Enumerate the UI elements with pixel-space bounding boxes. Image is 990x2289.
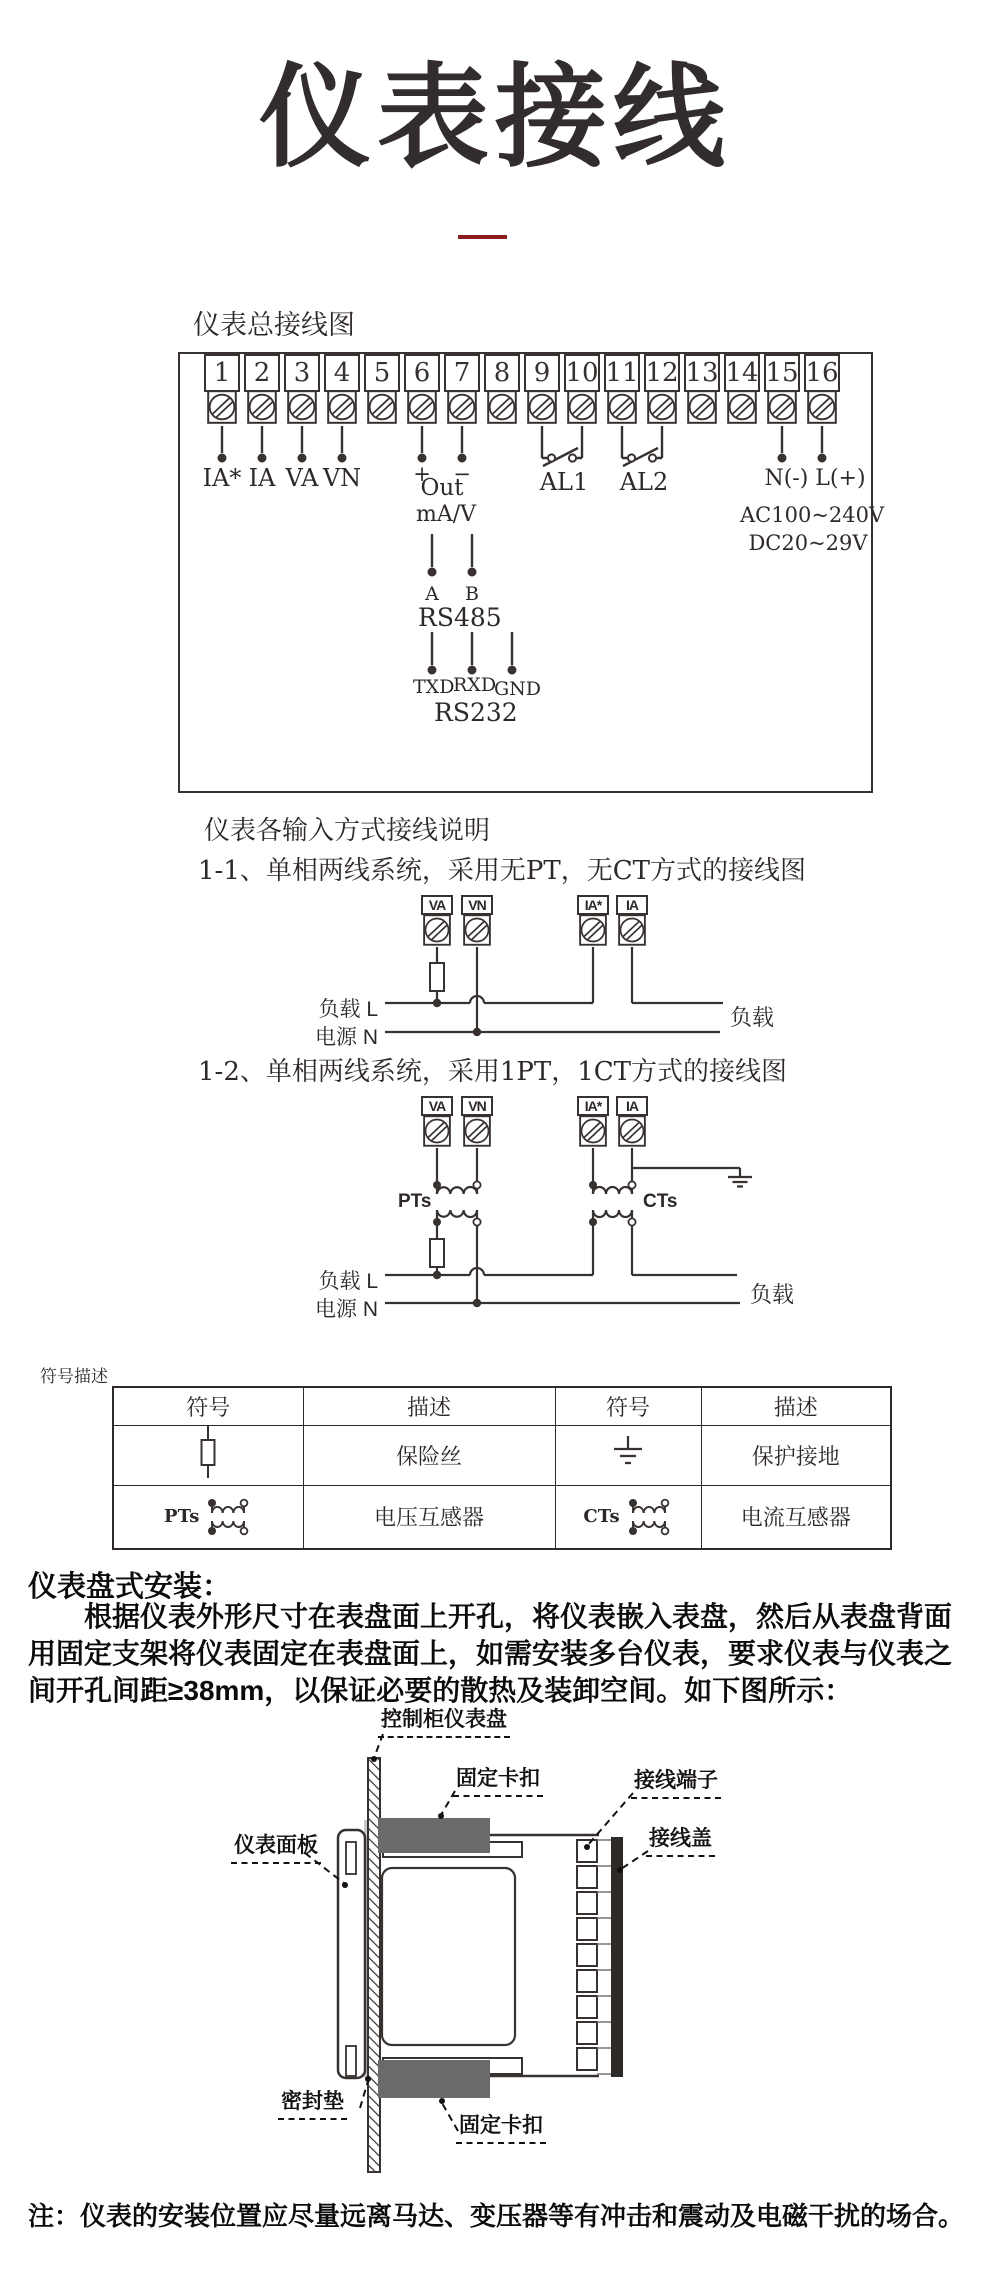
terminal-number: 1 — [204, 354, 240, 392]
clip-bottom-shape — [378, 2060, 490, 2098]
clip-top-shape — [378, 1818, 490, 1853]
input-wiring-heading: 仪表各输入方式接线说明 — [204, 816, 491, 846]
callout-cabinet-panel: 控制柜仪表盘 — [378, 1703, 510, 1738]
label-out-plus: + — [413, 462, 431, 486]
label-gnd: GND — [494, 678, 542, 700]
col-header: 描述 — [701, 1387, 891, 1425]
table-row — [113, 1425, 891, 1485]
col-header: 符号 — [113, 1387, 303, 1425]
label-dc-range: DC20~29V — [748, 531, 868, 555]
label-al1: AL1 — [539, 468, 589, 496]
pt-symbol-label: PTs — [164, 1506, 200, 1528]
callout-clip-bottom: 固定卡扣 — [456, 2109, 546, 2144]
fuse-symbol-icon — [197, 1426, 219, 1478]
callout-terminal: 接线端子 — [631, 1764, 721, 1799]
terminal-number: 16 — [804, 354, 840, 392]
terminal-cover-shape — [611, 1837, 623, 2077]
terminal-number: 3 — [284, 354, 320, 392]
terminal-number: 14 — [724, 354, 760, 392]
terminal-number: 2 — [244, 354, 280, 392]
label-ia: IA — [248, 464, 276, 492]
pt-coil-icon — [204, 1495, 252, 1539]
d12-source-n-label: 电源 N — [315, 1298, 378, 1321]
ct-coil-icon — [625, 1495, 673, 1539]
d12-cts-label: CTs — [643, 1191, 678, 1212]
callout-clip-top: 固定卡扣 — [453, 1762, 543, 1797]
terminal-number: 13 — [684, 354, 720, 392]
terminal-label: IA — [616, 1096, 648, 1116]
terminal-label: IA — [616, 895, 648, 915]
terminal-number: 6 — [404, 354, 440, 392]
label-txd: TXD — [413, 676, 455, 698]
d12-load-l-label: 负载 L — [318, 1270, 378, 1293]
page-note: 注：仪表的安装位置应尽量远离马达、变压器等有冲击和震动及电磁干扰的场合。 — [28, 2201, 965, 2231]
terminal-number: 4 — [324, 354, 360, 392]
ground-symbol-icon — [608, 1434, 648, 1470]
ct-symbol-label: CTs — [583, 1506, 620, 1528]
d12-load-right-label: 负载 — [750, 1282, 795, 1307]
terminal-label: IA* — [577, 1096, 609, 1116]
label-out-minus: − — [453, 462, 471, 486]
main-diagram-heading: 仪表总接线图 — [193, 310, 355, 341]
symbol-desc: 保护接地 — [701, 1425, 891, 1485]
terminal-label: IA* — [577, 895, 609, 915]
callout-gasket: 密封垫 — [278, 2085, 347, 2120]
label-va: VA — [285, 464, 319, 492]
terminal-number: 10 — [564, 354, 600, 392]
terminal-label: VN — [461, 895, 493, 915]
d11-load-l-label: 负载 L — [318, 998, 378, 1021]
terminal-label: VA — [421, 895, 453, 915]
symbol-desc: 电流互感器 — [701, 1485, 891, 1549]
page-title: 仪表接线 — [259, 55, 731, 180]
d11-load-right-label: 负载 — [730, 1005, 775, 1030]
d11-source-n-label: 电源 N — [315, 1026, 378, 1049]
meter-case-shape — [382, 1868, 515, 2045]
label-rs485: RS485 — [418, 603, 502, 632]
terminal-number: 8 — [484, 354, 520, 392]
col-header: 符号 — [555, 1387, 701, 1425]
symbol-desc: 保险丝 — [303, 1425, 555, 1485]
callout-front-panel: 仪表面板 — [231, 1829, 321, 1864]
main-wires — [180, 354, 871, 791]
diagram-1-2-wires — [170, 1093, 810, 1323]
symbol-desc: 电压互感器 — [303, 1485, 555, 1549]
label-ia-star: IA* — [202, 464, 242, 492]
table-row — [113, 1485, 891, 1549]
diagram-1-1-title: 1-1、单相两线系统，采用无PT，无CT方式的接线图 — [198, 856, 806, 886]
title-underline — [458, 235, 507, 239]
label-power-nl: N(-) L(+) — [764, 466, 866, 491]
d12-pts-label: PTs — [398, 1191, 432, 1212]
callout-cover: 接线盖 — [646, 1822, 715, 1857]
installation-heading: 仪表盘式安装： — [28, 1571, 232, 1603]
col-header: 描述 — [303, 1387, 555, 1425]
terminal-number: 15 — [764, 354, 800, 392]
terminal-label: VN — [461, 1096, 493, 1116]
diagram-1-1-wires — [170, 893, 810, 1053]
terminal-block-shape — [577, 1840, 597, 2070]
label-rs485-a: A — [425, 583, 439, 605]
label-ma-v: mA/V — [416, 502, 477, 527]
label-al2: AL2 — [619, 468, 669, 496]
label-rs485-b: B — [465, 583, 479, 605]
label-rs232: RS232 — [434, 698, 518, 727]
terminal-number: 12 — [644, 354, 680, 392]
label-vn: VN — [322, 464, 362, 492]
terminal-number: 7 — [444, 354, 480, 392]
terminal-number: 5 — [364, 354, 400, 392]
terminal-label: VA — [421, 1096, 453, 1116]
main-wiring-diagram — [178, 352, 885, 793]
label-rxd: RXD — [453, 674, 497, 696]
symbol-table-caption: 符号描述 — [40, 1367, 108, 1386]
symbol-table — [112, 1386, 892, 1550]
terminal-number: 9 — [524, 354, 560, 392]
installation-paragraph: 根据仪表外形尺寸在表盘面上开孔，将仪表嵌入表盘，然后从表盘背面用固定支架将仪表固定在表盘面上，如需安装多台仪表，要求仪表与仪表之间开孔间距≥38mm，以保证必要的散热及装卸空间。如下图所示： — [28, 1601, 953, 1706]
terminal-number: 11 — [604, 354, 640, 392]
label-out: Out — [420, 475, 464, 501]
label-ac-range: AC100~240V — [740, 503, 885, 527]
installation-diagram — [150, 1690, 710, 2185]
diagram-1-2-title: 1-2、单相两线系统，采用1PT，1CT方式的接线图 — [198, 1057, 788, 1087]
